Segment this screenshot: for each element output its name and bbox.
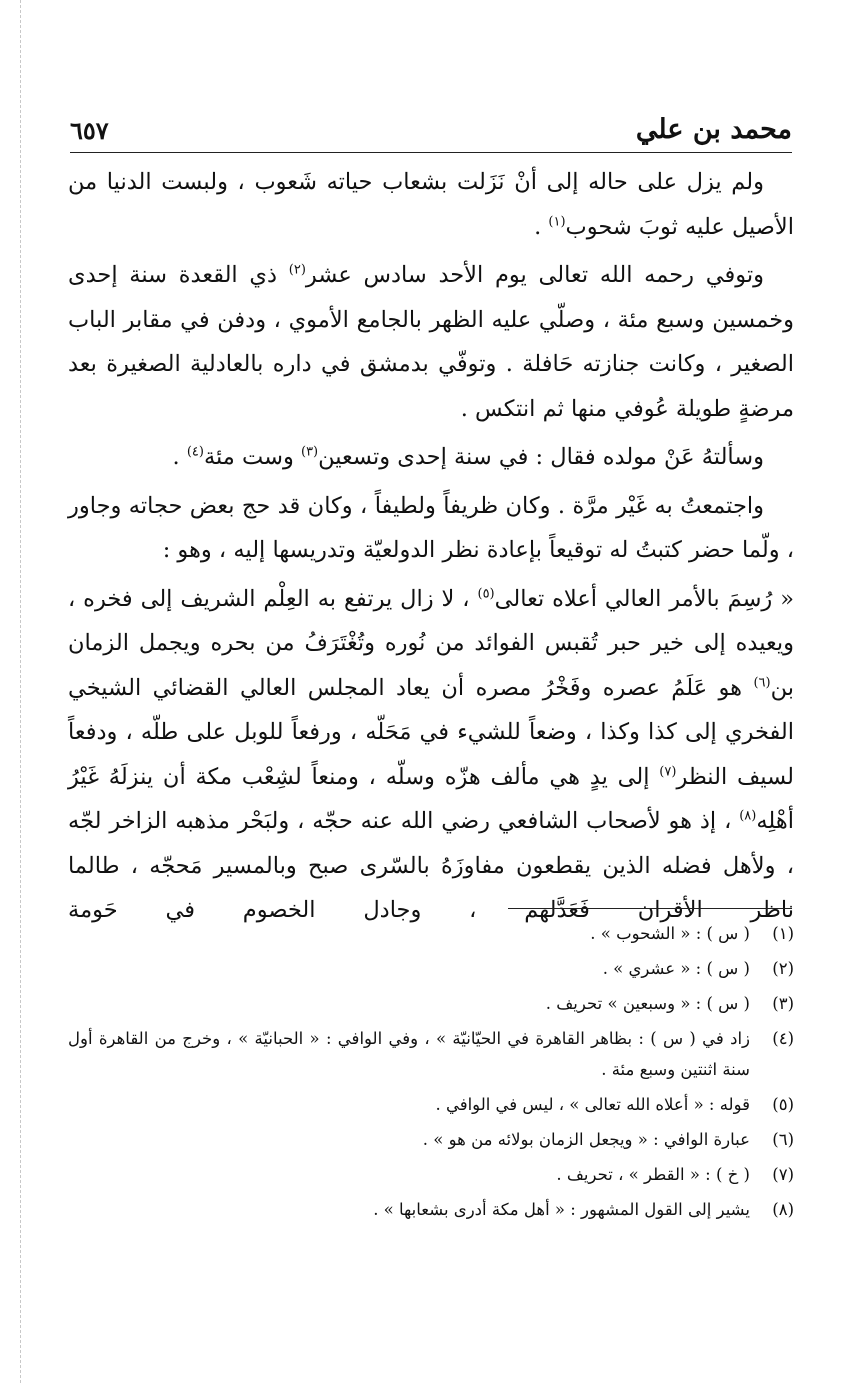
- paragraph-text: واجتمعتُ به غَيْر مرَّة . وكان ظريفاً ولطيفاً ، وكان قد حج بعض حجاته وجاور ، ولّما حضر كتبتُ له توقيعاً بإعادة نظر الدولعيّة وتدريسها إليه ، وهو :: [68, 492, 794, 563]
- paragraph-1: [68, 160, 794, 249]
- paragraph-text: ولم يزل على حاله إلى أنْ نَزَلت بشعاب حياته شَعوب ، ولبست الدنيا من الأصيل عليه ثوبَ شحوب: [68, 169, 794, 240]
- footnote-number: (٢): [772, 959, 794, 978]
- scan-edge-line: [20, 0, 21, 1383]
- paragraph-text: ، إذ هو لأصحاب الشافعي رضي الله عنه حجّه ، ولبَحْر مذهبه الزاخر لجّه ، ولأهل فضله الذين يقطعون مفاوزَهُ بالسّرى صبح وبالمسير مَحجّه ، طالما ناظر الأقران فَعَدَّلهم ، وجادل الخصوم في حَومة: [68, 808, 794, 923]
- paragraph-text: وست مئة: [203, 444, 301, 470]
- paragraph-text: هو عَلَمُ عصره وفَخْرُ مصره أن يعاد المجلس العالي القضائي الشيخي الفخري إلى كذا وكذا ، وضعاً للشيء في مَحَلّه ، ورفعاً للوبل على طلّه ، ودفعاً لسيف النظر: [68, 674, 794, 790]
- paragraph-text: وسألتهُ عَنْ مولده فقال : في سنة إحدى وتسعين: [318, 444, 764, 470]
- footnote: [68, 1194, 794, 1225]
- footnote: [68, 1159, 794, 1190]
- paragraph-text: « رُسِمَ بالأمر العالي أعلاه تعالى: [494, 585, 794, 612]
- paragraph-2: [68, 253, 794, 431]
- paragraph-text: .: [172, 444, 187, 470]
- footnote: [68, 918, 794, 949]
- running-title: محمد بن علي: [635, 114, 792, 145]
- footnote-text: ( س ) : « الشحوب » .: [590, 924, 750, 943]
- paragraph-text: وتوفي رحمه الله تعالى يوم الأحد سادس عشر: [305, 262, 765, 288]
- footnote-ref-8: (٨): [739, 808, 757, 824]
- footnote: [68, 953, 794, 984]
- page-header: [70, 112, 792, 152]
- footnote-ref-7: (٧): [659, 764, 677, 779]
- footnote-text: ( خ ) : « القطر » ، تحريف .: [556, 1165, 750, 1184]
- footnote: [68, 988, 794, 1019]
- footnote-text: ( س ) : « عشري » .: [602, 959, 750, 978]
- paragraph-text: إلى يدٍ هي مألف هزّه وسلّه ، ومنعاً لشِعْب مكة أن ينزلَهُ غَيْرُ أهْلِه: [68, 763, 794, 834]
- footnote: [68, 1089, 794, 1120]
- footnote-ref-4: (٤): [186, 444, 204, 460]
- main-text: [68, 160, 794, 933]
- footnote-ref-3: (٣): [300, 444, 319, 460]
- footnote-text: قوله : « أعلاه الله تعالى » ، ليس في الوافي .: [435, 1095, 750, 1114]
- footnote-ref-6: (٦): [753, 675, 771, 690]
- paragraph-5: [68, 577, 794, 933]
- footnote-number: (٣): [772, 994, 794, 1013]
- footnote: [68, 1124, 794, 1155]
- footnote-text: زاد في ( س ) : بظاهر القاهرة في الحيّانيّة » ، وفي الوافي : « الحبانيّة » ، وخرج من القاهرة أول سنة اثنتين وسبع مئة .: [68, 1029, 750, 1079]
- paragraph-text: ذي القعدة سنة إحدى وخمسين وسبع مئة ، وصلّي عليه الظهر بالجامع الأموي ، ودفن في مقابر الباب الصغير ، وكانت جنازته حَافلة . وتوفّي بدمشق في داره بالعادلية الصغيرة بعد مرضةٍ طويلة عُوفي منها ثم انتكس .: [68, 262, 794, 422]
- footnote-number: (٤): [772, 1029, 794, 1048]
- footnote-text: عبارة الوافي : « ويجعل الزمان بولائه من هو » .: [422, 1130, 750, 1149]
- footnote-text: يشير إلى القول المشهور : « أهل مكة أدرى بشعابها » .: [373, 1200, 750, 1219]
- page-number: ٦٥٧: [70, 116, 109, 145]
- footnote-number: (١): [772, 924, 794, 943]
- paragraph-3: [68, 435, 794, 480]
- footnote-ref-2: (٢): [288, 262, 306, 278]
- footnote: [68, 1023, 794, 1085]
- footnote-ref-5: (٥): [477, 586, 495, 601]
- footnote-text: ( س ) : « وسبعين » تحريف .: [545, 994, 750, 1013]
- footnote-number: (٥): [772, 1095, 794, 1114]
- footnote-number: (٨): [772, 1200, 794, 1219]
- paragraph-text: ، لا زال يرتفع به العِلْم الشريف إلى فخره ، ويعيده إلى خير حبر تُقبس الفوائد من نُوره وتُغْتَرَفُ من بحره ويجمل الزمان بن: [68, 585, 794, 701]
- footnote-ref-1: (١): [548, 214, 566, 229]
- header-rule: [70, 152, 792, 153]
- footnotes: [68, 918, 794, 1229]
- paragraph-text: .: [534, 213, 549, 240]
- footnote-rule: [508, 908, 792, 909]
- paragraph-4: [68, 484, 794, 573]
- footnote-number: (٧): [772, 1165, 794, 1184]
- footnote-number: (٦): [772, 1130, 794, 1149]
